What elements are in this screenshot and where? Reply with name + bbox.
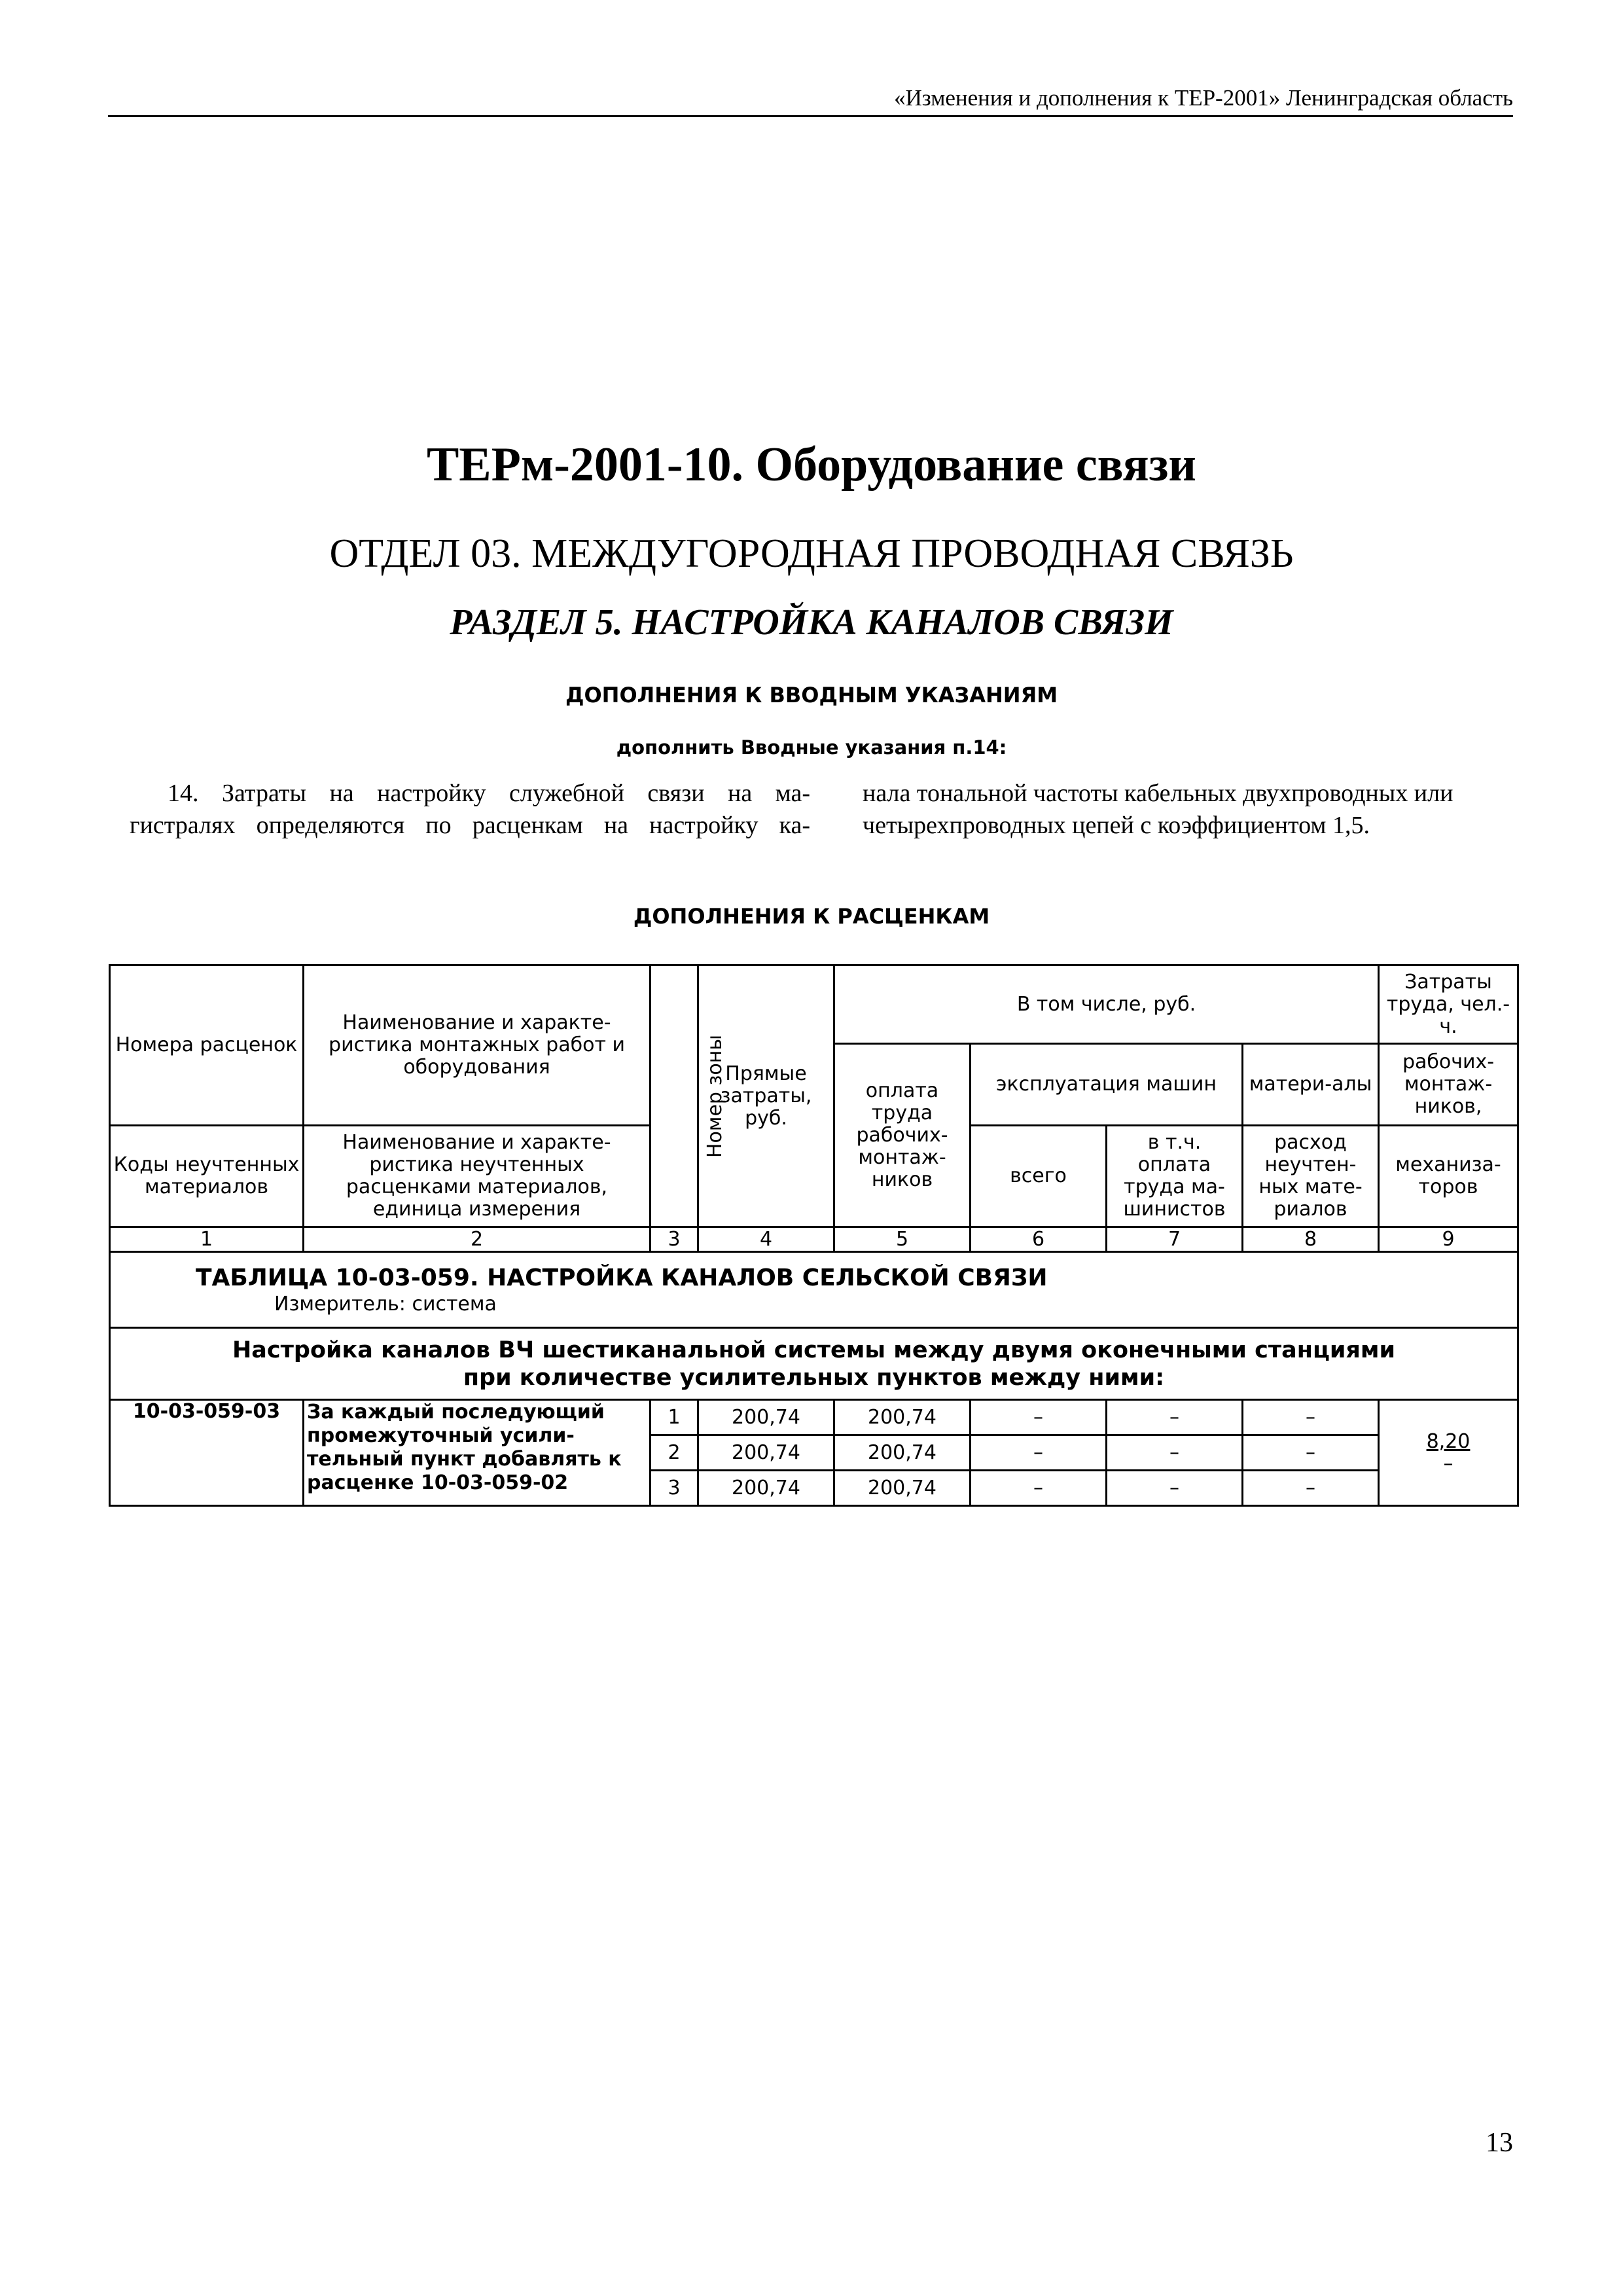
wage-cell: 200,74 [834, 1435, 971, 1471]
header-materials: матери-алы [1243, 1044, 1379, 1126]
header-mechanizers: механиза-торов [1379, 1126, 1518, 1227]
document-title: ТЕРм-2001-10. Оборудование связи [426, 438, 1197, 492]
header-workers-installers: рабочих-монтаж-ников, [1379, 1044, 1518, 1126]
column-number: 3 [651, 1227, 698, 1252]
header-work-name: Наименование и характе-ристика монтажных работ и оборудования [304, 965, 651, 1126]
column-number: 2 [304, 1227, 651, 1252]
intro-heading: ДОПОЛНЕНИЯ К ВВОДНЫМ УКАЗАНИЯМ [565, 683, 1058, 708]
direct-cell: 200,74 [698, 1400, 834, 1435]
materials-cell: – [1243, 1435, 1379, 1471]
header-unaccounted-use: расход неучтен-ных мате-риалов [1243, 1126, 1379, 1227]
column-number: 4 [698, 1227, 834, 1252]
rates-heading: ДОПОЛНЕНИЯ К РАСЦЕНКАМ [633, 904, 990, 929]
materials-cell: – [1243, 1471, 1379, 1506]
mach-total-cell: – [971, 1435, 1107, 1471]
header-direct-costs: Прямые затраты, руб. [698, 965, 834, 1227]
column-number: 6 [971, 1227, 1107, 1252]
paragraph-right-column [863, 778, 1517, 842]
zone-cell: 1 [651, 1400, 698, 1435]
column-number: 8 [1243, 1227, 1379, 1252]
column-number: 1 [110, 1227, 304, 1252]
wage-cell: 200,74 [834, 1400, 971, 1435]
department-heading: ОТДЕЛ 03. МЕЖДУГОРОДНАЯ ПРОВОДНАЯ СВЯЗЬ [329, 531, 1294, 576]
section-heading: РАЗДЕЛ 5. НАСТРОЙКА КАНАЛОВ СВЯЗИ [450, 602, 1173, 643]
mach-wage-cell: – [1107, 1435, 1243, 1471]
mach-total-cell: – [971, 1471, 1107, 1506]
paragraph-line: 14. Затраты на настройку служебной связи на ма- [168, 780, 810, 807]
materials-cell: – [1243, 1400, 1379, 1435]
zone-cell: 2 [651, 1435, 698, 1471]
header-zone: Номер зоны [651, 965, 698, 1227]
labor-cell: 8,20 – [1379, 1400, 1518, 1506]
intro-subheading: дополнить Вводные указания п.14: [616, 736, 1007, 759]
header-wage: оплата труда рабочих-монтаж-ников [834, 1044, 971, 1227]
paragraph-line: четырехпроводных цепей с коэффициентом 1,5. [863, 812, 1370, 839]
paragraph-line: нала тональной частоты кабельных двухпроводных или [863, 780, 1454, 807]
table-title: ТАБЛИЦА 10-03-059. НАСТРОЙКА КАНАЛОВ СЕЛЬСКОЙ СВЯЗИ [196, 1264, 1048, 1291]
rates-table [109, 964, 1519, 1507]
direct-cell: 200,74 [698, 1471, 834, 1506]
mach-wage-cell: – [1107, 1400, 1243, 1435]
zone-cell: 3 [651, 1471, 698, 1506]
header-labor-costs: Затраты труда, чел.-ч. [1379, 965, 1518, 1044]
header-rate-numbers: Номера расценок [110, 965, 304, 1126]
running-header: «Изменения и дополнения к ТЕР-2001» Ленинградская область [108, 85, 1513, 117]
rate-description: За каждый последующий промежуточный усили-тельный пункт добавлять к расценке 10-03-059-02 [304, 1400, 651, 1506]
page-number: 13 [1486, 2128, 1513, 2158]
table-meter: Измеритель: система [274, 1292, 497, 1316]
wage-cell: 200,74 [834, 1471, 971, 1506]
header-mach-wage: в т.ч. оплата труда ма-шинистов [1107, 1126, 1243, 1227]
table-row [110, 1400, 1518, 1435]
group-heading: Настройка каналов ВЧ шестиканальной системы между двумя оконечными станциями при количестве усилительных пунктов между ними: [110, 1328, 1518, 1400]
column-number: 9 [1379, 1227, 1518, 1252]
mach-wage-cell: – [1107, 1471, 1243, 1506]
column-number: 7 [1107, 1227, 1243, 1252]
paragraph-line: гистралях определяются по расценкам на настройку ка- [130, 812, 810, 839]
paragraph-left-column [130, 778, 810, 842]
header-material-codes: Коды неучтенных материалов [110, 1126, 304, 1227]
rate-code: 10-03-059-03 [110, 1400, 304, 1506]
table-title-row [110, 1252, 1518, 1328]
direct-cell: 200,74 [698, 1435, 834, 1471]
header-machines: эксплуатация машин [971, 1044, 1243, 1126]
header-mach-total: всего [971, 1126, 1107, 1227]
header-including: В том числе, руб. [834, 965, 1379, 1044]
column-number: 5 [834, 1227, 971, 1252]
header-material-names: Наименование и характе-ристика неучтенных расценками материалов, единица измерения [304, 1126, 651, 1227]
mach-total-cell: – [971, 1400, 1107, 1435]
